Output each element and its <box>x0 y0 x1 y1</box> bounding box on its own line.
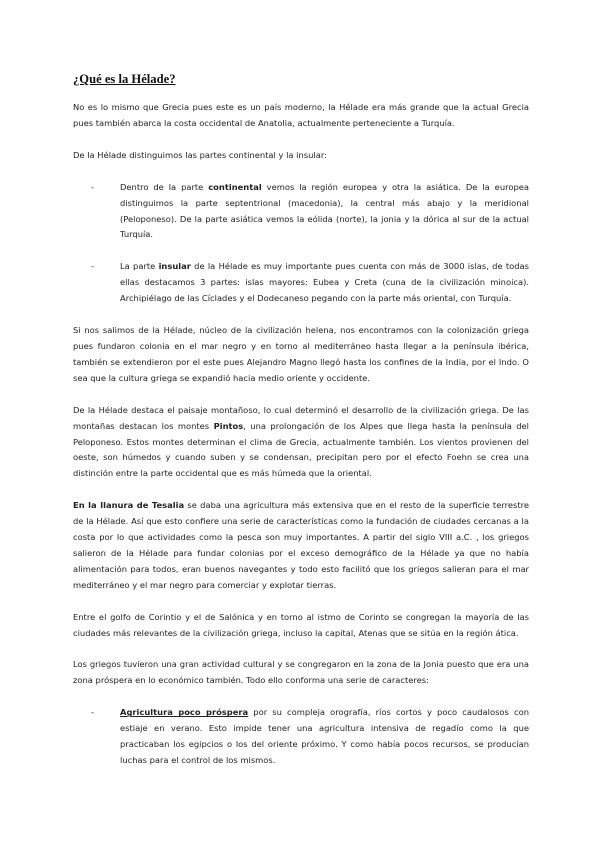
page-title: ¿Qué es la Hélade? <box>73 72 176 86</box>
landscape-text-pre: De la Hélade destaca el paisaje montañoso, lo cual determinó el desarrollo de la civilización griega. De las montañas destacan los montes <box>73 404 529 431</box>
paragraph-definition: No es lo mismo que Grecia pues este es un país moderno, la Hélade era más grande que la actual Grecia pues también abarca la costa occidental de Anatolia, actualmente perteneciente a Turquía. <box>73 102 529 128</box>
bullet-text-post: vemos la región europea y otra la asiática. De la europea distinguimos la parte septentrional (macedonia), la central más abajo y la meridional (Peloponeso). De la parte asiática vemos la eólida (norte), la jonia y la dórica al sur de la actual Turquía. <box>120 181 529 240</box>
landscape-bold-term: Pintos <box>213 420 244 431</box>
list-item-continental <box>91 180 529 244</box>
bullet-bold-term: insular <box>158 261 191 272</box>
bullet-text-post: por su compleja orografía, ríos cortos y poco caudalosos con estiaje en verano. Esto impide tener una agricultura intensiva de regadío como la que practicaban los egipcios o los del oriente próximo. Y como había pocos recursos, se producían luchas para el control de los mismos. <box>120 707 529 765</box>
paragraph-landscape <box>73 403 529 483</box>
bullet-text-pre: La parte <box>120 261 159 272</box>
paragraph-culture: Los griegos tuvieron una gran actividad cultural y se congregaron en la zona de la Jonia puesto que era una zona próspera en lo económico también. Todo ello conforma una serie de caracteres: <box>73 659 529 686</box>
list-item-agriculture <box>91 705 529 769</box>
bullet-bold-term: Agricultura poco próspera <box>120 707 249 718</box>
bullet-dash: - <box>91 181 95 192</box>
bullet-bold-term: continental <box>208 181 262 192</box>
bullet-text-pre: Dentro de la parte <box>120 181 209 192</box>
paragraph-parts-intro: De la Hélade distinguimos las partes continental y la insular: <box>73 149 327 160</box>
bullet-text-post: de la Hélade es muy importante pues cuenta con más de 3000 islas, de todas ellas destacamos 3 partes: islas mayores: Eubea y Creta (cuna de la civilización minoica). Archipiélago de las Cíclades y el Dodecaneso pegando con la parte más oriental, con Turquía. <box>120 261 529 304</box>
bullet-dash: - <box>91 707 95 718</box>
paragraph-tesalia <box>73 498 529 593</box>
list-item-insular <box>91 259 529 307</box>
tesalia-bold-term: En la llanura de Tesalia <box>73 500 185 511</box>
paragraph-corinth: Entre el golfo de Corintio y el de Salónica y en torno al istmo de Corinto se congregan la mayoría de las ciudades más relevantes de la civilización griega, incluso la capital, Atenas que se sitúa en la región ática. <box>73 611 529 638</box>
bullet-dash: - <box>91 261 95 272</box>
tesalia-text-post: se daba una agricultura más extensiva que en el resto de la superficie terrestre de la Hélade. Así que esto confiere una serie de características como la fundación de ciudades cercanas a la costa por lo que actividades como la pesca son muy importantes. A partir del siglo VIII a.C. , los griegos salieron de la Hélade para fundar colonias por el exceso demográfico de la Hélade ya que no había alimentación para todos, eran buenos navegantes y todo esto facilitó que los griegos salieran para el mar mediterráneo y el mar negro para comerciar y explotar tierras. <box>73 500 529 590</box>
paragraph-colonization: Si nos salimos de la Hélade, núcleo de la civilización helena, nos encontramos con la colonización griega pues fundaron colonia en el mar negro y en torno al mediterráneo hasta llegar a la península ibérica, también se extendieron por el este pues Alejandro Magno llegó hasta los confines de la India, por el Indo. O sea que la cultura griega se expandió hacia medio oriente y occidente. <box>73 325 529 383</box>
landscape-text-post: , una prolongación de los Alpes que llega hasta la península del Peloponeso. Estos montes determinan el clima de Grecia, actualmente también. Los vientos provienen del oeste, son húmedos y cuando suben y se condensan, precipitan pero por el efecto Foehn se crea una distinción entre la parte occidental que es más húmeda que la oriental. <box>73 420 529 479</box>
